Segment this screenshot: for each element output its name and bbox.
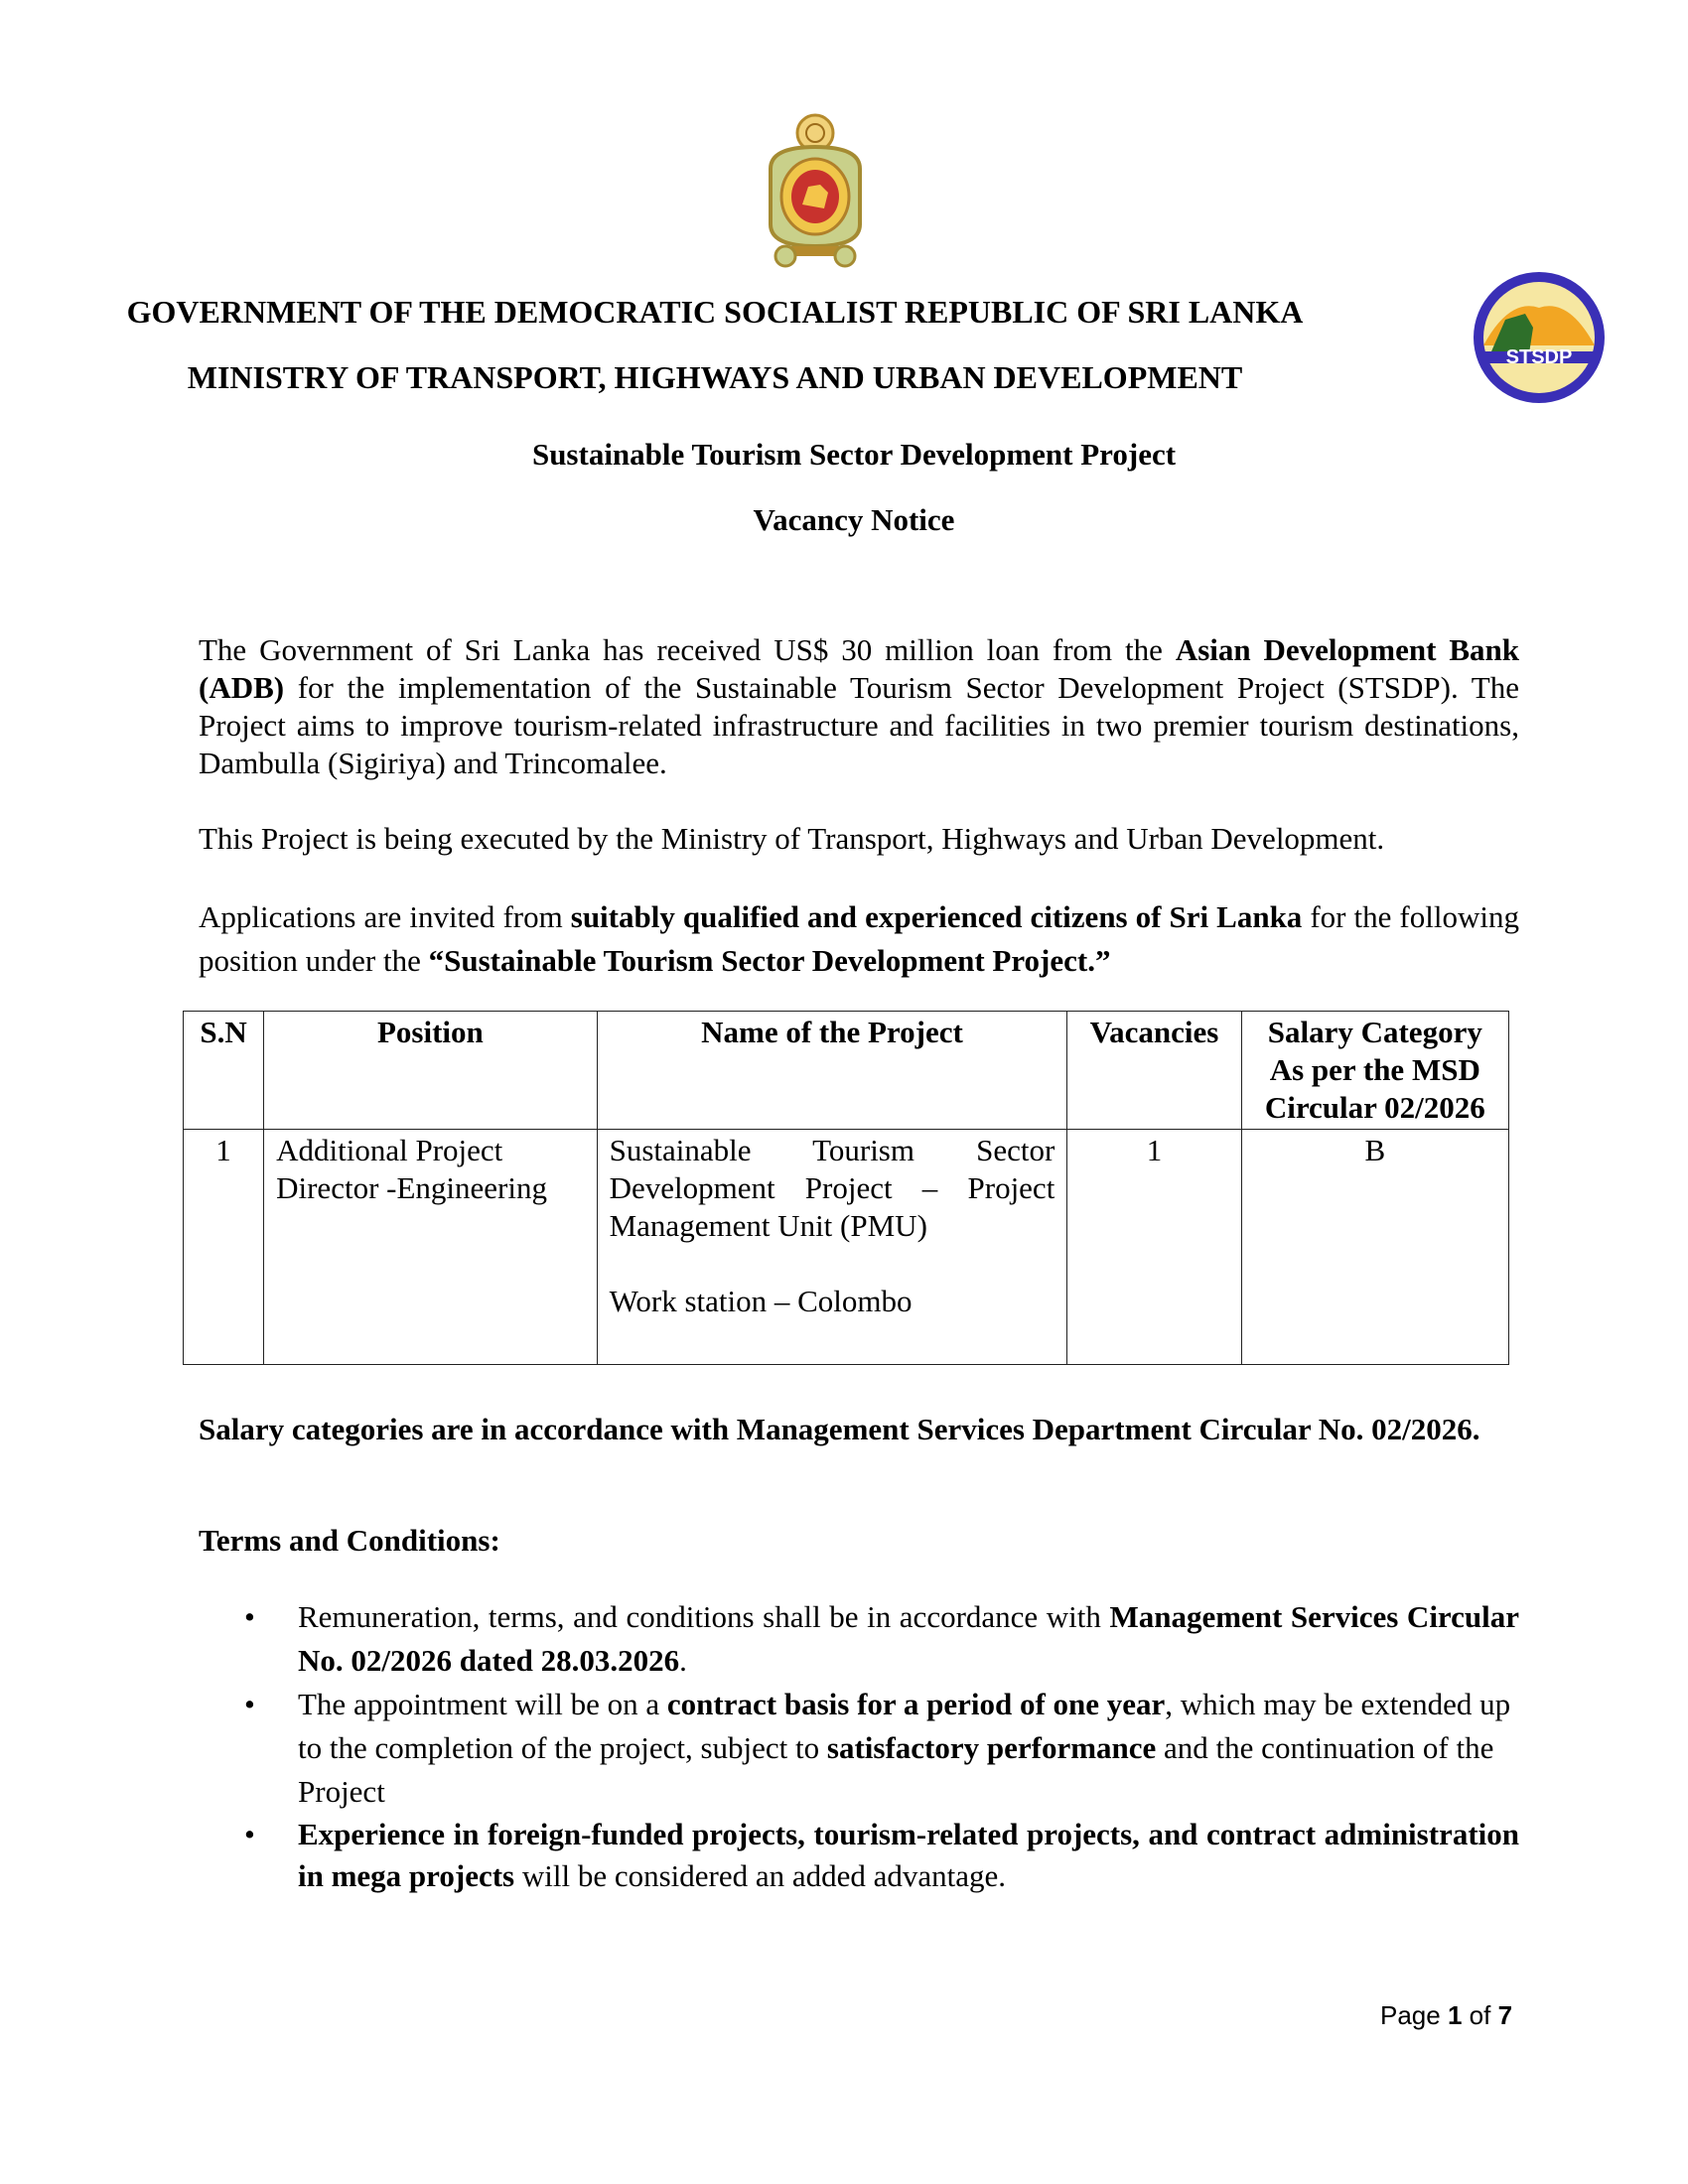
header-sn: S.N [184,1012,264,1130]
table-row [184,1130,1509,1365]
notice-title: Vacancy Notice [753,502,955,537]
intro-paragraph-1: The Government of Sri Lanka has received US$ 30 million loan from the Asian Development Bank (ADB) for the implementation of the Sustainable Tourism Sector Development Project (STSDP). The Project aims to improve tourism-related infrastructure and facilities in two premier tourism destinations, Dambulla (Sigiriya) and Trincomalee. [199,632,1519,780]
list-item: • Remuneration, terms, and conditions shall be in accordance with Management Services Circular No. 02/2026 dated 28.03.2026. [199,1595,1519,1683]
bullet-icon: • [244,1817,255,1851]
header-salary-category: Salary Category As per the MSD Circular 02/2026 [1241,1012,1508,1130]
header-position: Position [264,1012,598,1130]
bullet-icon: • [244,1687,255,1721]
salary-note: Salary categories are in accordance with Management Services Department Circular No. 02/2026. [199,1412,1480,1446]
stsdp-logo-text: STSDP [1505,346,1573,368]
terms-list [199,1595,1519,1897]
cell-sn: 1 [184,1130,264,1365]
vacancy-table [183,1011,1509,1365]
ministry-title: MINISTRY OF TRANSPORT, HIGHWAYS AND URBAN DEVELOPMENT [187,359,1243,395]
list-item: • Experience in foreign-funded projects, tourism-related projects, and contract administration in mega projects will be considered an added advantage. [199,1814,1519,1897]
cell-project-name: Sustainable Tourism Sector Development Project – Project Management Unit (PMU) [609,1133,1055,1243]
stsdp-logo-icon [1470,268,1609,407]
government-title: GOVERNMENT OF THE DEMOCRATIC SOCIALIST REPUBLIC OF SRI LANKA [126,294,1304,330]
header-vacancies: Vacancies [1067,1012,1241,1130]
cell-work-station: Work station – Colombo [609,1284,913,1318]
project-name: Sustainable Tourism Sector Development Project [531,437,1177,472]
header-project-name: Name of the Project [597,1012,1067,1130]
page-number: Page 1 of 7 [1380,2000,1513,2030]
cell-salary: B [1241,1130,1508,1365]
intro-paragraph-2: This Project is being executed by the Ministry of Transport, Highways and Urban Development. [199,821,1385,856]
cell-project [597,1130,1067,1365]
terms-title: Terms and Conditions: [199,1523,500,1558]
table-header-row [184,1012,1509,1130]
national-emblem-icon [751,107,880,271]
list-item: • The appointment will be on a contract basis for a period of one year, which may be extended up to the completion of the project, subject to satisfactory performance and the continuation of the Project [199,1683,1519,1814]
intro-paragraph-3: Applications are invited from suitably qualified and experienced citizens of Sri Lanka for the following position under the “Sustainable Tourism Sector Development Project.” [199,899,1519,978]
bullet-icon: • [244,1599,255,1634]
cell-vacancies: 1 [1067,1130,1241,1365]
cell-position: Additional Project Director -Engineering [264,1130,598,1365]
